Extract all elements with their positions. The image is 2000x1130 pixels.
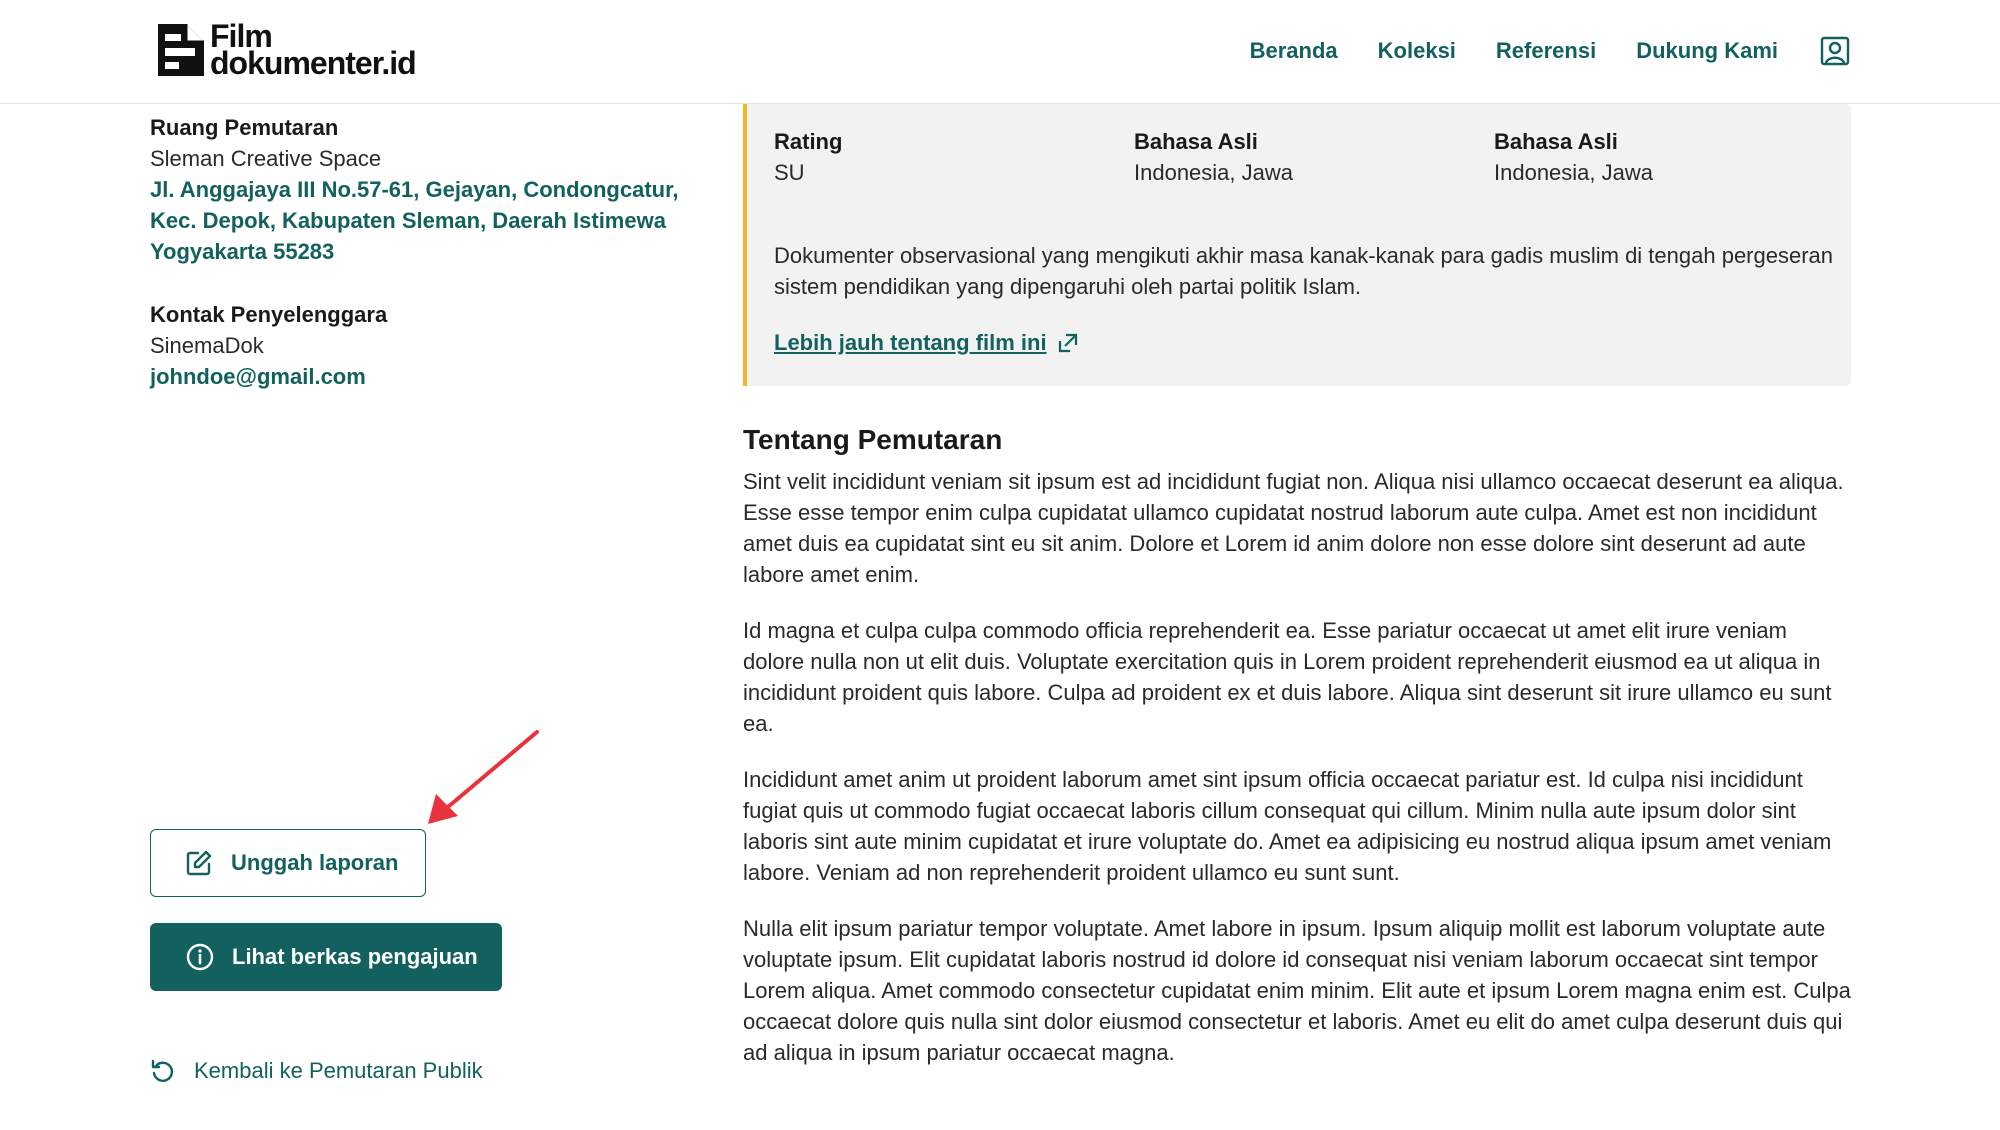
nav-dukung-kami[interactable]: Dukung Kami: [1636, 38, 1778, 63]
film-meta-language: [1134, 126, 1494, 188]
film-more-label: Lebih jauh tentang film ini: [774, 330, 1047, 355]
undo-icon: [150, 1058, 176, 1084]
user-icon[interactable]: [1820, 36, 1850, 66]
about-paragraph: Id magna et culpa culpa commodo officia reprehenderit ea. Esse pariatur occaecat ut amet elit irure veniam dolore nulla non ut elit duis. Voluptate exercitation quis in Lorem proident reprehenderit eiusmod ea ut aliqua in incididunt proident quis labore. Culpa ad proident ex et duis labore. Aliqua sint deserunt sit irure ullamco eu sunt ea.: [743, 618, 1832, 736]
info-icon: [186, 943, 214, 971]
view-files-label: Lihat berkas pengajuan: [232, 944, 478, 969]
organizer-email-link[interactable]: johndoe@gmail.com: [150, 364, 366, 389]
back-label: Kembali ke Pemutaran Publik: [194, 1058, 483, 1083]
film-description: Dokumenter observasional yang mengikuti akhir masa kanak-kanak para gadis muslim di tengah pergeseran sistem pendidikan yang dipengaruhi oleh partai politik Islam.: [774, 243, 1834, 299]
organizer-label: Kontak Penyelenggara: [150, 302, 388, 327]
nav-referensi[interactable]: Referensi: [1495, 38, 1597, 63]
film-meta-rating: [774, 126, 1134, 188]
language-value-2: Indonesia, Jawa: [1494, 160, 1653, 185]
upload-report-label: Unggah laporan: [231, 850, 399, 875]
logo-text-line2: dokumenter.id: [210, 45, 416, 81]
logo-icon: [156, 22, 206, 78]
film-meta-language-2: [1494, 126, 1854, 188]
about-title: Tentang Pemutaran: [743, 424, 1003, 455]
rating-label: Rating: [774, 129, 843, 154]
language-value: Indonesia, Jawa: [1134, 160, 1293, 185]
about-screening: [743, 424, 1853, 1093]
about-paragraph: Incididunt amet anim ut proident laborum amet sint ipsum officia occaecat pariatur est. Id culpa nisi incididunt fugiat quis ut commodo fugiat occaecat laboris cillum consequat qui cillum. Minim nulla aute ipsum dolor sint laboris sint aute minim cupidatat et irure voluptate do. Amet ea adipisicing eu nostrud aliqua ipsum amet veniam labore. Veniam ad non reprehenderit proident ullamco eu sunt sunt.: [743, 767, 1832, 885]
nav-beranda[interactable]: Beranda: [1249, 38, 1338, 63]
upload-report-button[interactable]: [150, 829, 426, 897]
about-paragraph: Nulla elit ipsum pariatur tempor voluptate. Amet labore in ipsum. Ipsum aliquip mollit est laborum voluptate aute voluptate ipsum. Elit cupidatat laboris nostrud id dolore id consequat nisi veniam laborum occaecat sint tempor Lorem aliqua. Amet commodo consectetur cupidatat enim minim. Elit aute et ipsum Lorem magna enim est. Culpa occaecat dolore quis nulla sint dolor eiusmod consectetur et laboris. Amet eu elit do amet culpa deserunt duis qui ad aliqua in ipsum pariatur occaecat magna.: [743, 916, 1851, 1065]
rating-value: SU: [774, 160, 805, 185]
film-meta: [774, 126, 1854, 188]
nav-koleksi[interactable]: Koleksi: [1377, 38, 1456, 63]
language-label: Bahasa Asli: [1134, 129, 1258, 154]
back-to-public-screening-link[interactable]: [150, 1058, 483, 1084]
film-info-card: [743, 104, 1851, 386]
site-logo[interactable]: [156, 18, 416, 81]
film-more-link[interactable]: [774, 330, 1079, 356]
view-files-button[interactable]: [150, 923, 502, 991]
language-label-2: Bahasa Asli: [1494, 129, 1618, 154]
site-header: [0, 0, 2000, 104]
annotation-arrow: [420, 728, 550, 828]
venue-address-link[interactable]: Jl. Anggajaya III No.57-61, Gejayan, Condongcatur, Kec. Depok, Kabupaten Sleman, Daerah Istimewa Yogyakarta 55283: [150, 177, 679, 264]
logo-text-line1: Film: [210, 18, 272, 54]
organizer-name: SinemaDok: [150, 333, 264, 358]
venue-label: Ruang Pemutaran: [150, 115, 339, 140]
venue-name: Sleman Creative Space: [150, 146, 382, 171]
edit-icon: [185, 849, 213, 877]
screening-sidebar: [150, 112, 710, 392]
main-nav: [1210, 36, 1850, 66]
external-link-icon: [1057, 332, 1079, 354]
about-paragraph: Sint velit incididunt veniam sit ipsum est ad incididunt fugiat non. Aliqua nisi ullamco occaecat deserunt ea aliqua. Esse esse tempor enim culpa cupidatat ullamco cupidatat nostrud laborum aute culpa. Amet est non incididunt amet duis ea cupidatat sint eu sit anim. Dolore et Lorem id anim dolore non esse dolore sint deserunt ad aute labore amet enim.: [743, 469, 1844, 587]
